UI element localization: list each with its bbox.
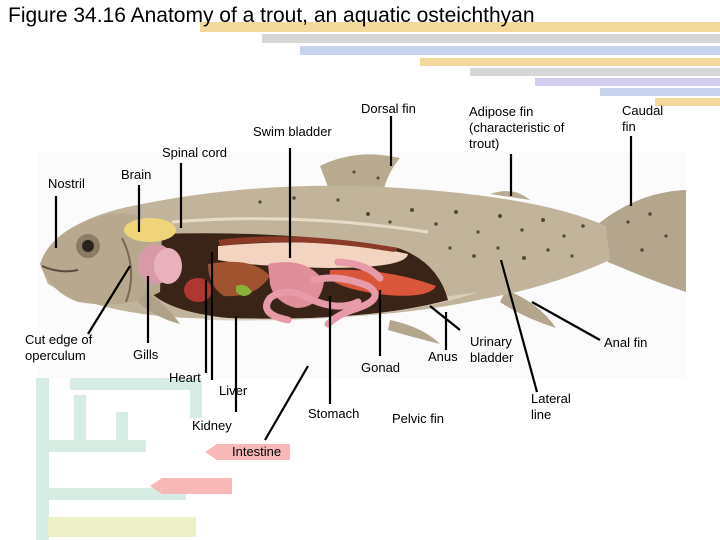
trout-illustration [38,152,686,378]
bg-stripe [300,46,720,55]
label-caudal-fin: Caudal fin [622,103,664,134]
bg-stripe [420,58,720,66]
label-cut-edge-of-operculum: Cut edge of operculum [25,332,93,363]
label-swim-bladder: Swim bladder [253,124,332,139]
heart [184,278,212,302]
label-anus: Anus [428,349,458,364]
label-brain: Brain [121,167,152,182]
brain [124,218,176,242]
label-adipose-fin: Adipose fin (characteristic of trout) [469,104,565,151]
bg-stripe [535,78,720,86]
label-stomach: Stomach [308,406,360,421]
bg-stripe [262,34,720,43]
label-gonad: Gonad [361,360,401,375]
label-urinary-bladder: Urinary bladder [470,334,514,365]
bg-box [48,517,196,537]
label-nostril: Nostril [48,176,85,191]
label-heart: Heart [169,370,201,385]
label-kidney: Kidney [192,418,232,433]
label-dorsal-fin: Dorsal fin [361,101,416,116]
bg-stripe [470,68,720,76]
label-liver: Liver [219,383,248,398]
bg-stripe [600,88,720,96]
label-anal-fin: Anal fin [604,335,648,350]
label-pelvic-fin: Pelvic fin [392,411,445,426]
label-lateral-line: Lateral line [531,391,571,422]
label-intestine: Intestine [232,444,282,459]
bg-arrow [150,478,232,494]
label-gills: Gills [133,347,159,362]
slide-title: Figure 34.16 Anatomy of a trout, an aquatic osteichthyan [8,4,535,27]
eye-pupil [82,240,94,252]
bg-tree-diagram [36,378,202,540]
label-spinal-cord: Spinal cord [162,145,228,160]
